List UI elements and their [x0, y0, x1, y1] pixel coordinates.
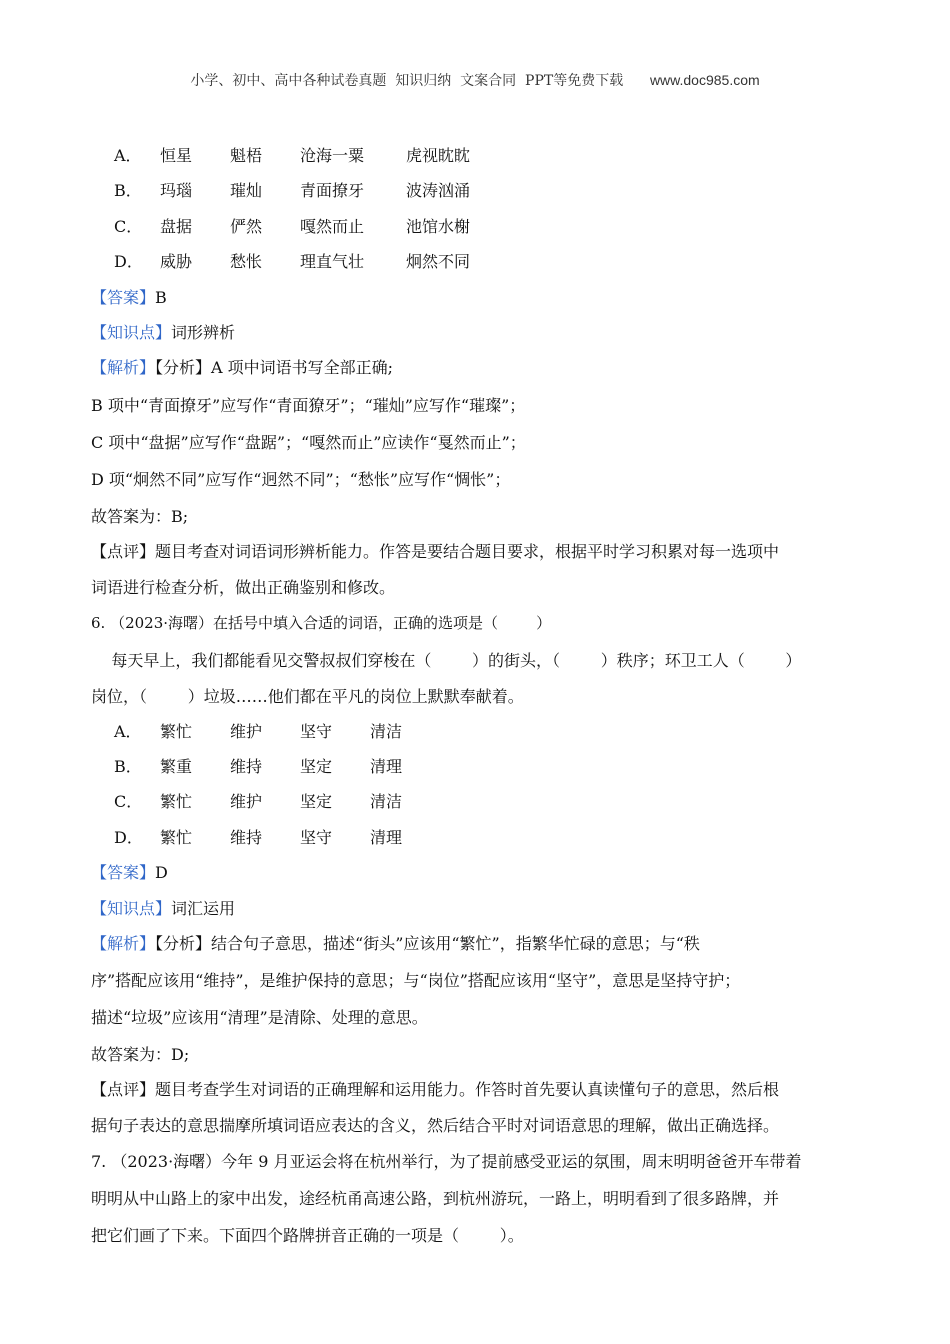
q7-text: 明明从中山路上的家中出发，途经杭甬高速公路，到杭州游玩，一路上，明明看到了很多路牌，并 — [91, 1189, 780, 1208]
q5-comment — [91, 542, 779, 562]
knowledge-tag: 【知识点】 — [91, 899, 172, 918]
option-word: 璀灿 — [230, 181, 263, 200]
option-word: 坚守 — [300, 722, 333, 741]
q5-knowledge-point — [91, 323, 235, 343]
analysis-tag: 【解析】 — [91, 934, 156, 953]
option-label: D． — [114, 828, 143, 847]
option-label: A． — [114, 146, 142, 165]
analysis-text: 【分析】结合句子意思，描述“街头”应该用“繁忙”，指繁华忙碌的意思；与“秩 — [155, 934, 700, 953]
q6-title: 6. （2023·海曙）在括号中填入合适的词语，正确的选项是（ ） — [91, 614, 552, 632]
option-word: 沧海一粟 — [300, 146, 365, 165]
option-word: 虎视眈眈 — [406, 146, 471, 165]
option-word: 清理 — [370, 828, 403, 847]
option-word: 池馆水榭 — [406, 217, 471, 236]
option-label: C． — [114, 792, 143, 811]
q6-analysis-line: 序”搭配应该用“维持”，是维护保持的意思；与“岗位”搭配应该用“坚守”，意思是坚持守护； — [91, 971, 741, 990]
q6-comment-line: 据句子表达的意思揣摩所填词语应表达的含义，然后结合平时对词语意思的理解，做出正确选择。 — [91, 1116, 780, 1135]
option-word: 青面撩牙 — [300, 181, 365, 200]
option-word: 坚定 — [300, 757, 333, 776]
q6-analysis — [91, 934, 700, 954]
header-text: 小学、初中、高中各种试卷真题 知识归纳 文案合同 PPT等免费下载 — [190, 73, 624, 89]
knowledge-value: 词汇运用 — [171, 899, 236, 918]
answer-value: D — [155, 863, 168, 882]
q5-answer — [91, 288, 167, 308]
option-word: 繁忙 — [160, 828, 193, 847]
q6-answer — [91, 863, 168, 883]
analysis-text: 【分析】A 项中词语书写全部正确; — [155, 358, 394, 377]
option-word: 威胁 — [160, 252, 193, 271]
option-word: 繁忙 — [160, 722, 193, 741]
q5-option-c — [114, 217, 496, 237]
option-word: 玛瑙 — [160, 181, 193, 200]
q5-option-a — [114, 146, 496, 166]
option-word: 俨然 — [230, 217, 263, 236]
q5-comment-line: 词语进行检查分析，做出正确鉴别和修改。 — [91, 578, 396, 597]
answer-value: B — [155, 288, 167, 307]
q6-conclusion: 故答案为：D; — [91, 1045, 190, 1064]
page-header — [0, 70, 950, 90]
q5-option-d — [114, 252, 496, 272]
option-word: 维持 — [230, 757, 263, 776]
option-word: 清洁 — [370, 792, 403, 811]
option-label: C． — [114, 217, 143, 236]
option-word: 繁重 — [160, 757, 193, 776]
comment-text: 题目考查学生对词语的正确理解和运用能力。作答时首先要认真读懂句子的意思，然后根 — [155, 1080, 780, 1099]
option-word: 嘎然而止 — [300, 217, 365, 236]
option-word: 繁忙 — [160, 792, 193, 811]
comment-tag: 【点评】 — [91, 542, 156, 561]
answer-tag: 【答案】 — [91, 863, 156, 882]
answer-tag: 【答案】 — [91, 288, 156, 307]
q7-text: 把它们画了下来。下面四个路牌拼音正确的一项是（ ）。 — [91, 1226, 524, 1245]
q6-text: 每天早上，我们都能看见交警叔叔们穿梭在（ ）的街头，（ ）秩序；环卫工人（ ） — [91, 651, 802, 670]
q6-option-d — [114, 828, 440, 848]
q6-analysis-line: 描述“垃圾”应该用“清理”是清除、处理的意思。 — [91, 1008, 428, 1027]
option-word: 清理 — [370, 757, 403, 776]
q6-knowledge-point — [91, 899, 235, 919]
option-label: B． — [114, 757, 142, 776]
option-label: A． — [114, 722, 142, 741]
option-label: B． — [114, 181, 142, 200]
q5-option-b — [114, 181, 496, 201]
q6-comment — [91, 1080, 779, 1100]
q6-text: 岗位，（ ）垃圾……他们都在平凡的岗位上默默奉献着。 — [91, 687, 524, 706]
q6-option-b — [114, 757, 440, 777]
option-word: 魁梧 — [230, 146, 263, 165]
option-word: 维持 — [230, 828, 263, 847]
q5-analysis-line: D 项“炯然不同”应写作“迥然不同”；“愁怅”应写作“惆怅”； — [91, 470, 511, 489]
option-word: 盘据 — [160, 217, 193, 236]
option-word: 维护 — [230, 792, 263, 811]
option-word: 恒星 — [160, 146, 193, 165]
analysis-tag: 【解析】 — [91, 358, 156, 377]
option-word: 维护 — [230, 722, 263, 741]
q6-option-c — [114, 792, 440, 812]
q6-option-a — [114, 722, 440, 742]
option-word: 炯然不同 — [406, 252, 471, 271]
q5-analysis-line: C 项中“盘据”应写作“盘踞”；“嘎然而止”应读作“戛然而止”； — [91, 433, 526, 452]
header-site: www.doc985.com — [649, 72, 760, 88]
comment-text: 题目考查对词语词形辨析能力。作答是要结合题目要求，根据平时学习积累对每一选项中 — [155, 542, 780, 561]
option-word: 坚定 — [300, 792, 333, 811]
knowledge-value: 词形辨析 — [171, 323, 236, 342]
q5-analysis-line: B 项中“青面撩牙”应写作“青面獠牙”；“璀灿”应写作“璀璨”； — [91, 396, 526, 415]
option-label: D． — [114, 252, 143, 271]
option-word: 理直气壮 — [300, 252, 365, 271]
q5-analysis — [91, 358, 393, 378]
option-word: 清洁 — [370, 722, 403, 741]
option-word: 坚守 — [300, 828, 333, 847]
q7-text: 7. （2023·海曙）今年 9 月亚运会将在杭州举行，为了提前感受亚运的氛围，周末明明爸爸开车带着 — [91, 1152, 802, 1171]
knowledge-tag: 【知识点】 — [91, 323, 172, 342]
q5-conclusion: 故答案为：B; — [91, 507, 189, 526]
comment-tag: 【点评】 — [91, 1080, 156, 1099]
option-word: 波涛汹涌 — [406, 181, 471, 200]
option-word: 愁怅 — [230, 252, 263, 271]
